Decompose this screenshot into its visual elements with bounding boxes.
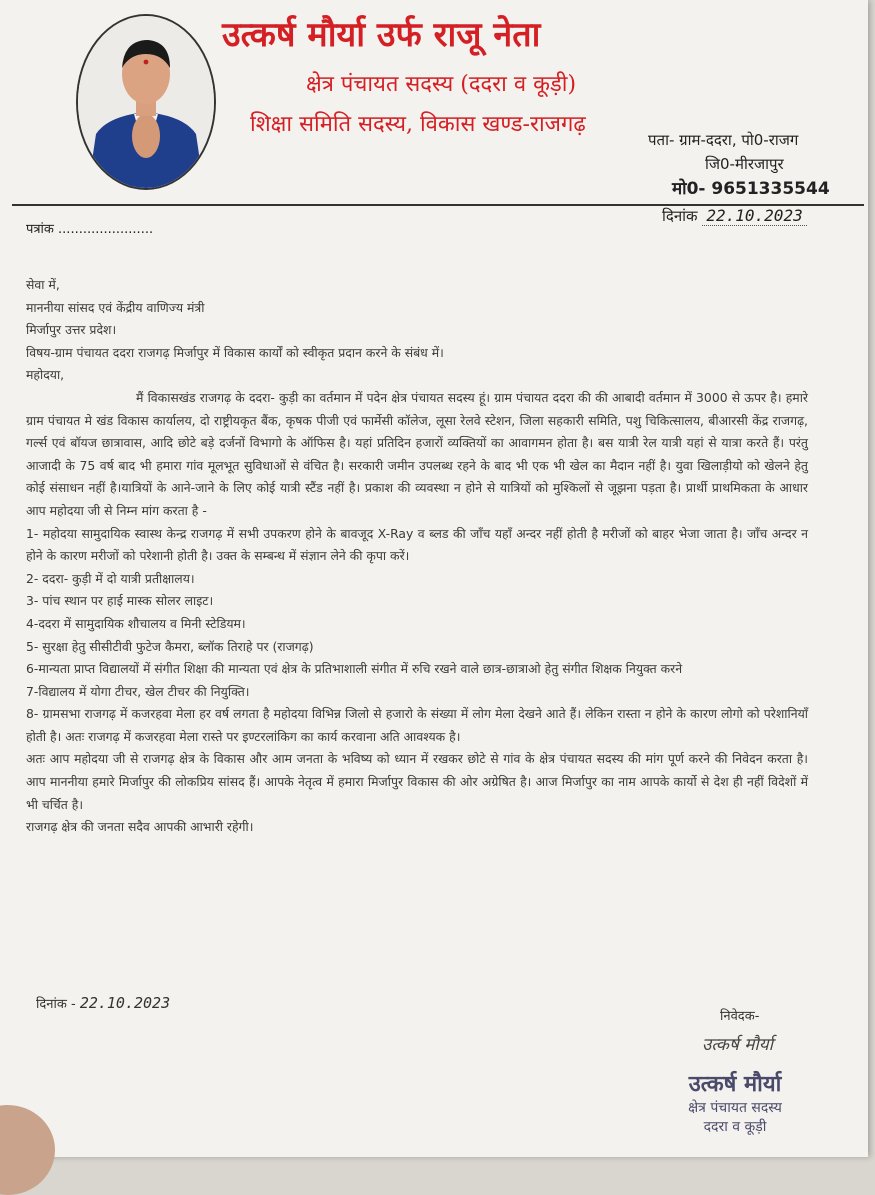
final-line: राजगढ़ क्षेत्र की जनता सदैव आपकी आभारी रहेगी। bbox=[26, 819, 254, 835]
demand-item: 4-ददरा में सामुदायिक शौचालय व मिनी स्टेडियम। bbox=[26, 615, 246, 631]
recipient-line-1: माननीया सांसद एवं केंद्रीय वाणिज्य मंत्री bbox=[26, 299, 205, 315]
person-portrait-icon bbox=[78, 16, 214, 188]
demand-item: 3- पांच स्थान पर हाई मास्क सोलर लाइट। bbox=[26, 593, 214, 609]
demand-item: 6-मान्यता प्राप्त विद्यालयों में संगीत शिक्षा की मान्यता एवं क्षेत्र के प्रतिभाशाली संगीत में रुचि रखने वाले छात्र-छात्राओ हेतु संगीत शिक्षक नियुक्त करने bbox=[26, 661, 683, 677]
stamp-designation: क्षेत्र पंचायत सदस्य bbox=[688, 1100, 782, 1116]
demand-item: 5- सुरक्षा हेतु सीसीटीवी फुटेज कैमरा, ब्लॉक तिराहे पर (राजगढ़) bbox=[26, 638, 314, 654]
letterhead-committee: शिक्षा समिति सदस्य, विकास खण्ड-राजगढ़ bbox=[250, 112, 586, 137]
patrank-field: पत्रांक ....................... bbox=[26, 222, 154, 237]
demand-item: 1- महोदया सामुदायिक स्वास्थ केन्द्र राजगढ़ में सभी उपकरण होने के बावजूद X-Ray व ब्लड की जाँच यहाँ अन्दर नहीं होती है मरीजों को बाहर भेजा जाता है। जाँच अन्दर न होने के कारण मरीजों को परेशानी होती है। उक्त के सम्बन्ध में संज्ञान लेने की कृपा करें। bbox=[26, 525, 808, 564]
nivedak-label: निवेदक- bbox=[720, 1009, 760, 1024]
recipient-line-2: मिर्जापुर उत्तर प्रदेश। bbox=[26, 322, 117, 338]
letterhead-name: उत्कर्ष मौर्या उर्फ राजू नेता bbox=[222, 15, 541, 55]
closing-paragraph: अतः आप महोदया जी से राजगढ़ क्षेत्र के विकास और आम जनता के भविष्य को ध्यान में रखकर छोटे से गांव के क्षेत्र पंचायत सदस्य की मांग पूर्ण करने की निवेदन करता है। आप माननीया हमारे मिर्जापुर की लोकप्रिय सांसद हैं। आपके नेतृत्व में हमारा मिर्जापुर विकास की ओर अग्रेषित है। आज मिर्जापुर का नाम आपके कार्यो से देश ही नहीं विदेशों में भी चर्चित है। bbox=[26, 751, 808, 812]
mobile-number: मो0- 9651335544 bbox=[672, 179, 830, 199]
stamp-name: उत्कर्ष मौर्या bbox=[688, 1071, 782, 1097]
subject-line: विषय-ग्राम पंचायत ददरा राजगढ़ मिर्जापुर में विकास कार्यों को स्वीकृत प्रदान करने के संबंध में। bbox=[26, 344, 444, 360]
official-stamp bbox=[640, 1068, 830, 1136]
address-line-2: जि0-मीरजापुर bbox=[705, 155, 784, 173]
profile-photo bbox=[76, 14, 216, 190]
greeting: महोदया, bbox=[26, 367, 65, 383]
footer-date-value: 22.10.2023 bbox=[79, 994, 171, 1012]
demand-item: 2- ददरा- कुड़ी में दो यात्री प्रतीक्षालय। bbox=[26, 570, 195, 586]
letterhead-designation: क्षेत्र पंचायत सदस्य (ददरा व कूड़ी) bbox=[306, 72, 577, 97]
footer-date bbox=[36, 994, 170, 1012]
header-date bbox=[662, 206, 807, 226]
demand-item: 8- ग्रामसभा राजगढ़ में कजरहवा मेला हर वर्ष लगता है महोदया विभिन्न जिलो से हजारो के संख्या में लोग मेला देखने आते हैं। लेकिन रास्ता न होने के कारण लोगो को परेशानियाँ होती है। अतः राजगढ़ में कजरहवा मेला रास्ते पर इण्टरलांकिग का कार्य करवाना अति आवश्यक है। bbox=[26, 706, 808, 744]
body-paragraph: मैं विकासखंड राजगढ़ के ददरा- कुड़ी का वर्तमान में पदेन क्षेत्र पंचायत सदस्य हूं। ग्राम पंचायत ददरा की की आबादी वर्तमान में 3000 से ऊपर है। हमारे ग्राम पंचायत मे खंड विकास कार्यालय, दो राष्ट्रीयकृत बैंक, कृषक पीजी एवं फार्मेसी कॉलेज, लूसा रेलवे स्टेशन, जिला सहकारी समिति, पशु चिकित्सालय, बीआरसी केंद्र राजगढ़, गर्ल्स एवं बॉयज छात्रावास, आदि छोटे बड़े दर्जनों विभागो के ऑफिस है। यहां प्रतिदिन हजारों व्यक्तियों का आवागमन होता है। बस यात्री रेल यात्री यहां से यात्रा करते हैं। परंतु आजादी के 75 वर्ष बाद भी हमारा गांव मूलभूत सुविधाओं से वंचित है। सरकारी जमीन उपलब्ध रहने के बाद भी एक भी खेल का मैदान नहीं है। युवा खिलाड़ीयो को खेलने हेतु कोई संसाधन नहीं है।यात्रियों के आने-जाने के लिए कोई यात्री स्टैंड नहीं है। प्रकाश की व्यवस्था न होने से यात्रियों को मुश्किलों से जूझना पड़ता है। प्रार्थी प्राथमिकता के आधार आप महोदया जी से निम्न मांग करता है - bbox=[26, 389, 808, 518]
handwritten-signature: उत्कर्ष मौर्या bbox=[702, 1035, 774, 1055]
letter-body bbox=[26, 274, 808, 839]
stamp-area: ददरा व कूड़ी bbox=[703, 1119, 767, 1135]
footer-date-label: दिनांक - bbox=[36, 997, 76, 1012]
header-date-label: दिनांक bbox=[662, 207, 698, 225]
demand-item: 7-विद्यालय में योगा टीचर, खेल टीचर की नियुक्ति। bbox=[26, 683, 250, 699]
salutation: सेवा में, bbox=[26, 277, 60, 292]
header-date-value: 22.10.2023 bbox=[702, 206, 806, 226]
address-line-1: पता- ग्राम-ददरा, पो0-राजग bbox=[648, 131, 799, 149]
